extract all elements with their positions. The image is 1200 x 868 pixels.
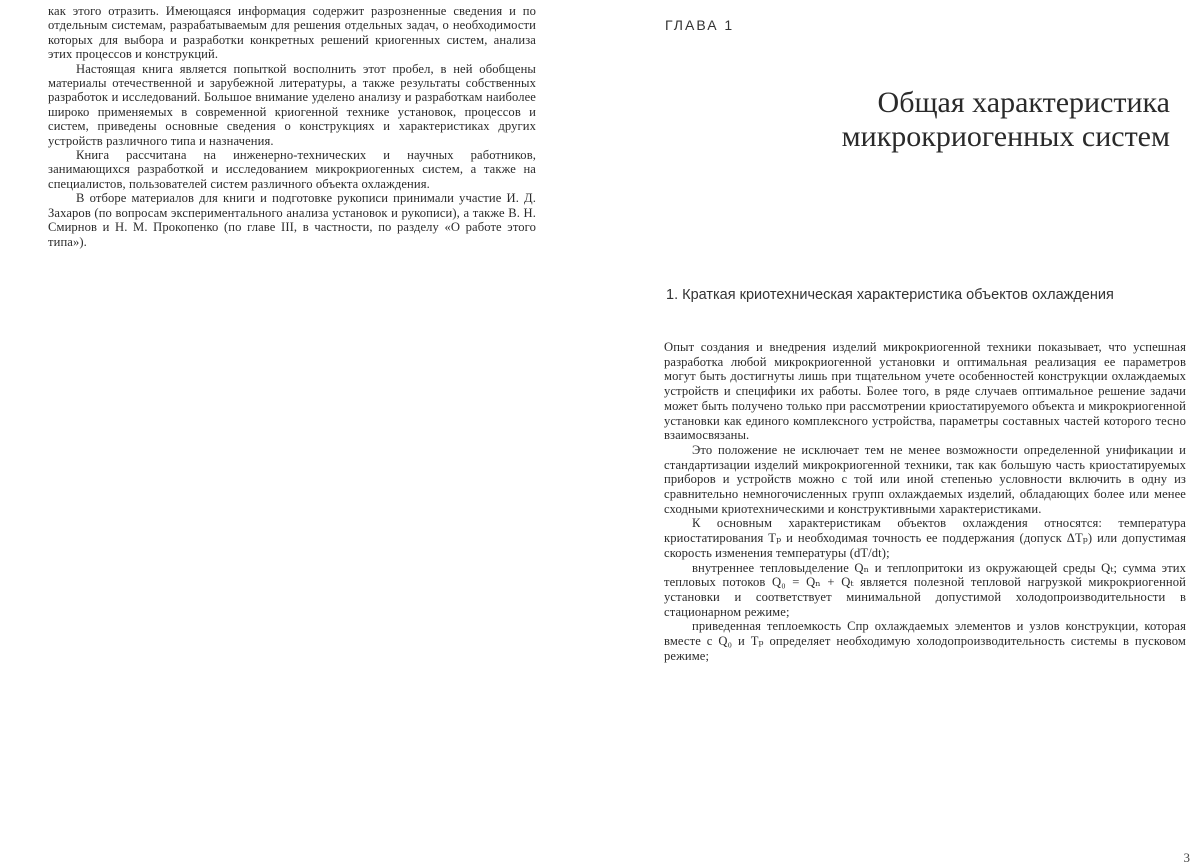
right-paragraph-5: приведенная теплоемкость Cпр охлаждаемых элементов и узлов конструкции, которая вместе с Q₀ и Tₚ определяет необходимую холодопроизводительность системы в пусковом режиме; bbox=[664, 619, 1186, 663]
left-paragraph-3: Книга рассчитана на инженерно-технических и научных работников, занимающихся разработкой и исследованием микрокриогенных систем, а также на специалистов, пользователей систем различного объекта охлаждения. bbox=[48, 148, 536, 191]
right-page-text bbox=[664, 340, 1186, 663]
left-paragraph-1: как этого отразить. Имеющаяся информация содержит разрозненные сведения и по отдельным системам, разрабатываемым для решения отдельных задач, о необходимости которых для выбора и разработки конкретных решений криогенных систем, анализа этих процессов и конструкций. bbox=[48, 4, 536, 62]
chapter-title: Общая характеристика микрокриогенных систем bbox=[841, 86, 1170, 153]
page-number: 3 bbox=[1183, 850, 1190, 865]
chapter-label: ГЛАВА 1 bbox=[665, 17, 735, 33]
right-paragraph-3: К основным характеристикам объектов охлаждения относятся: температура криостатирования Tₚ и необходимая точность ее поддержания (допуск ΔTₚ) или допустимая скорость изменения температуры (dT/dt); bbox=[664, 516, 1186, 560]
left-page-text bbox=[48, 4, 536, 249]
right-paragraph-4: внутреннее тепловыделение Qₙ и теплопритоки из окружающей среды Qₜ; сумма этих тепловых потоков Q₀ = Qₙ + Qₜ является полезной тепловой нагрузкой микрокриогенной установки и соответствует минимальной допустимой холодопроизводительности в стационарном режиме; bbox=[664, 560, 1186, 619]
left-paragraph-2: Настоящая книга является попыткой восполнить этот пробел, в ней обобщены материалы отечественной и зарубежной литературы, а также результаты собственных разработок и исследований. Большое внимание уделено анализу и разработкам наиболее широко применяемых в современной криогенной технике установок, процессов и систем, приведены основные сведения о конструкциях и характеристиках других устройств различного типа и назначения. bbox=[48, 61, 536, 148]
right-paragraph-1: Опыт создания и внедрения изделий микрокриогенной техники показывает, что успешная разработка любой микрокриогенной установки и оптимальная реализация ее параметров могут быть достигнуты лишь при тщательном учете особенностей конструкции охлаждаемых устройств и специфики их работы. Более того, в ряде случаев оптимальное решение задачи может быть получено только при рассмотрении криостатируемого объекта и микрокриогенной установки как единого комплексного устройства, параметры составных частей которого тесно взаимосвязаны. bbox=[664, 340, 1186, 443]
right-paragraph-2: Это положение не исключает тем не менее возможности определенной унификации и стандартизации изделий микрокриогенной техники, так как большую часть криостатируемых приборов и устройств можно с той или иной степенью условности включить в одну из сравнительно немногочисленных групп охлаждаемых изделий, обладающих более или менее сходными криотехническими и конструктивными характеристиками. bbox=[664, 442, 1186, 516]
section-heading: 1. Краткая криотехническая характеристика объектов охлаждения bbox=[666, 287, 1114, 303]
left-paragraph-4: В отборе материалов для книги и подготовке рукописи принимали участие И. Д. Захаров (по вопросам экспериментального анализа установок и рукописи), а также В. Н. Смирнов и Н. М. Прокопенко (по главе III, в частности, по разделу «О работе этого типа»). bbox=[48, 191, 536, 249]
right-page bbox=[600, 0, 1200, 868]
